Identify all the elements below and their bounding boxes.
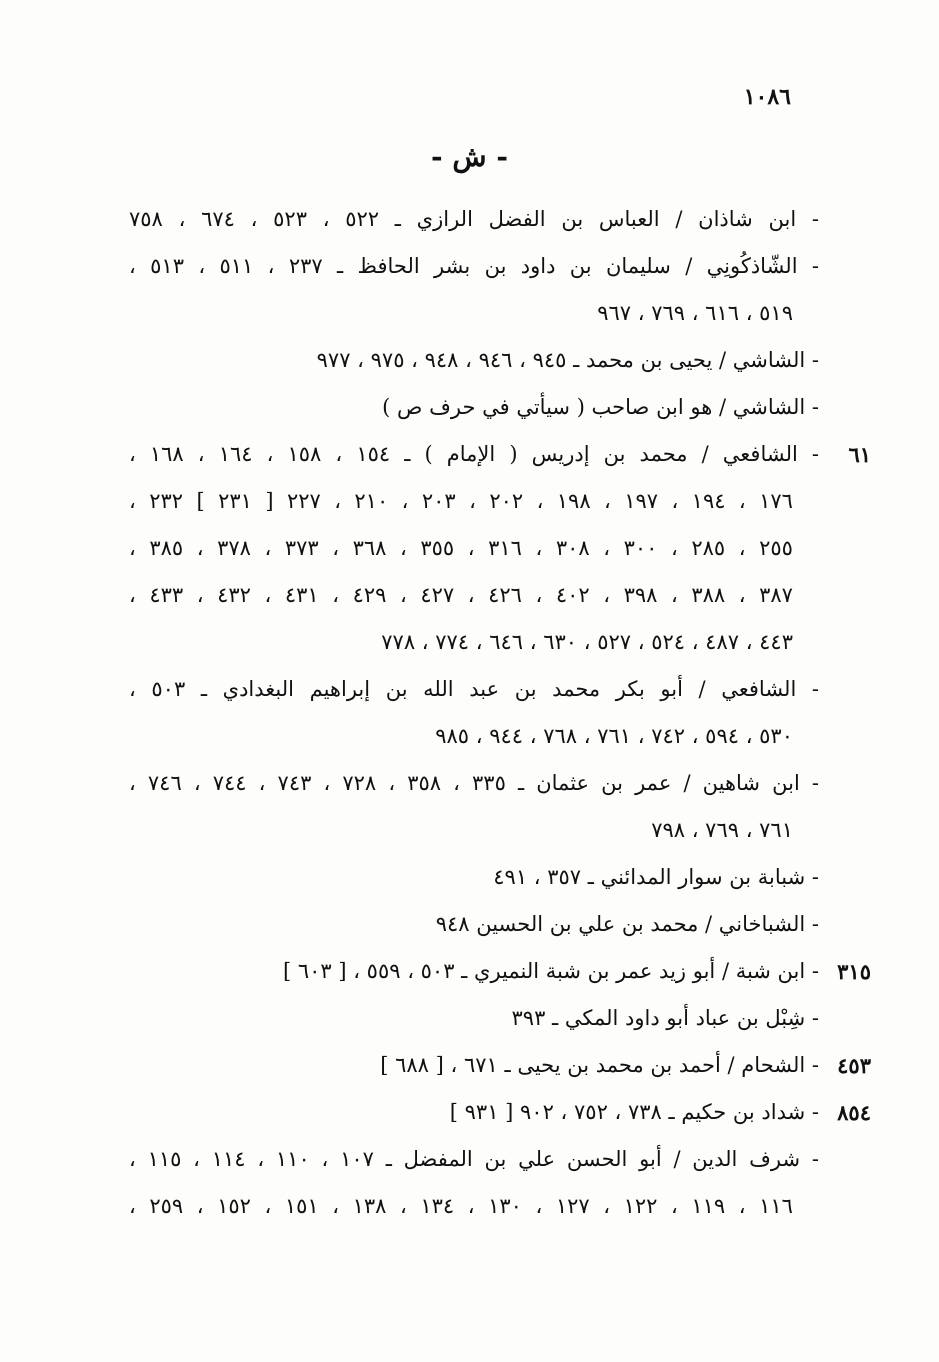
entry-text: - الشاشي / يحيى بن محمد ـ ٩٤٥ ، ٩٤٦ ، ٩٤٨ ، ٩٧٥ ، ٩٧٧: [316, 348, 819, 372]
index-line: [129, 1089, 871, 1136]
index-line: [129, 948, 871, 995]
index-line: [129, 807, 819, 854]
index-line: [129, 337, 819, 384]
index-line: [129, 666, 819, 713]
entry-text: - شرف الدين / أبو الحسن علي بن المفضل ـ ١٠٧ ، ١١٠ ، ١١٤ ، ١١٥ ،: [129, 1147, 819, 1171]
entry-text: - الشحام / أحمد بن محمد بن يحيى ـ ٦٧١ ، [ ٦٨٨ ]: [380, 1053, 819, 1077]
margin-number: ٦١: [848, 442, 871, 467]
index-line: [129, 619, 819, 666]
entry-text: ٥١٩ ، ٦١٦ ، ٧٦٩ ، ٩٦٧: [597, 301, 793, 325]
index-line: [129, 478, 819, 525]
entry-text: - الشّاذكُونِي / سليمان بن داود بن بشر الحافظ ـ ٢٣٧ ، ٥١١ ، ٥١٣ ،: [129, 254, 819, 278]
entry-text: - ابن شاذان / العباس بن الفضل الرازي ـ ٥٢٢ ، ٥٢٣ ، ٦٧٤ ، ٧٥٨: [129, 207, 819, 231]
index-line: [129, 713, 819, 760]
entry-text: - ابن شاهين / عمر بن عثمان ـ ٣٣٥ ، ٣٥٨ ، ٧٢٨ ، ٧٤٣ ، ٧٤٤ ، ٧٤٦ ،: [129, 771, 819, 795]
margin-number: ٣١٥: [837, 959, 871, 984]
index-line: [129, 854, 819, 901]
index-line: [129, 760, 819, 807]
index-entries: [129, 196, 871, 1230]
entry-text: - الشباخاني / محمد بن علي بن الحسين ٩٤٨: [435, 912, 819, 936]
entry-text: - الشاشي / هو ابن صاحب ( سيأتي في حرف ص ): [382, 395, 819, 419]
entry-text: ٧٦١ ، ٧٦٩ ، ٧٩٨: [651, 818, 793, 842]
index-line: [129, 572, 819, 619]
entry-text: ٤٤٣ ، ٤٨٧ ، ٥٢٤ ، ٥٢٧ ، ٦٣٠ ، ٦٤٦ ، ٧٧٤ ، ٧٧٨: [381, 630, 793, 654]
section-heading: - ش -: [431, 140, 508, 173]
index-line: [129, 1136, 819, 1183]
margin-number: ٤٥٣: [837, 1053, 871, 1078]
entry-text: ١١٦ ، ١١٩ ، ١٢٢ ، ١٢٧ ، ١٣٠ ، ١٣٤ ، ١٣٨ ، ١٥١ ، ١٥٢ ، ٢٥٩ ،: [129, 1194, 793, 1218]
index-line: [129, 1042, 871, 1089]
entry-text: ١٧٦ ، ١٩٤ ، ١٩٧ ، ١٩٨ ، ٢٠٢ ، ٢٠٣ ، ٢١٠ ، ٢٢٧ [ ٢٣١ ] ٢٣٢ ،: [129, 489, 793, 513]
index-line: [129, 384, 819, 431]
entry-text: - شداد بن حكيم ـ ٧٣٨ ، ٧٥٢ ، ٩٠٢ [ ٩٣١ ]: [449, 1100, 819, 1124]
index-line: [129, 1183, 819, 1230]
index-line: [129, 431, 871, 478]
entry-text: - ابن شبة / أبو زيد عمر بن شبة النميري ـ ٥٠٣ ، ٥٥٩ ، [ ٦٠٣ ]: [282, 959, 819, 983]
margin-number: ٨٥٤: [837, 1100, 871, 1125]
index-line: [129, 243, 819, 290]
entry-text: ٣٨٧ ، ٣٨٨ ، ٣٩٨ ، ٤٠٢ ، ٤٢٦ ، ٤٢٧ ، ٤٢٩ ، ٤٣١ ، ٤٣٢ ، ٤٣٣ ،: [129, 583, 793, 607]
entry-text: - شِبْل بن عباد أبو داود المكي ـ ٣٩٣: [511, 1006, 819, 1030]
index-line: [129, 196, 819, 243]
entry-text: ٥٣٠ ، ٥٩٤ ، ٧٤٢ ، ٧٦١ ، ٧٦٨ ، ٩٤٤ ، ٩٨٥: [435, 724, 793, 748]
entry-text: - شبابة بن سوار المدائني ـ ٣٥٧ ، ٤٩١: [493, 865, 819, 889]
entry-text: - الشافعي / محمد بن إدريس ( الإمام ) ـ ١٥٤ ، ١٥٨ ، ١٦٤ ، ١٦٨ ،: [129, 442, 820, 466]
index-line: [129, 901, 819, 948]
index-line: [129, 290, 819, 337]
index-line: [129, 995, 819, 1042]
entry-text: ٢٥٥ ، ٢٨٥ ، ٣٠٠ ، ٣٠٨ ، ٣١٦ ، ٣٥٥ ، ٣٦٨ ، ٣٧٣ ، ٣٧٨ ، ٣٨٥ ،: [129, 536, 793, 560]
index-line: [129, 525, 819, 572]
entry-text: - الشافعي / أبو بكر محمد بن عبد الله بن إبراهيم البغدادي ـ ٥٠٣ ،: [129, 677, 820, 701]
page-number: ١٠٨٦: [743, 84, 791, 110]
